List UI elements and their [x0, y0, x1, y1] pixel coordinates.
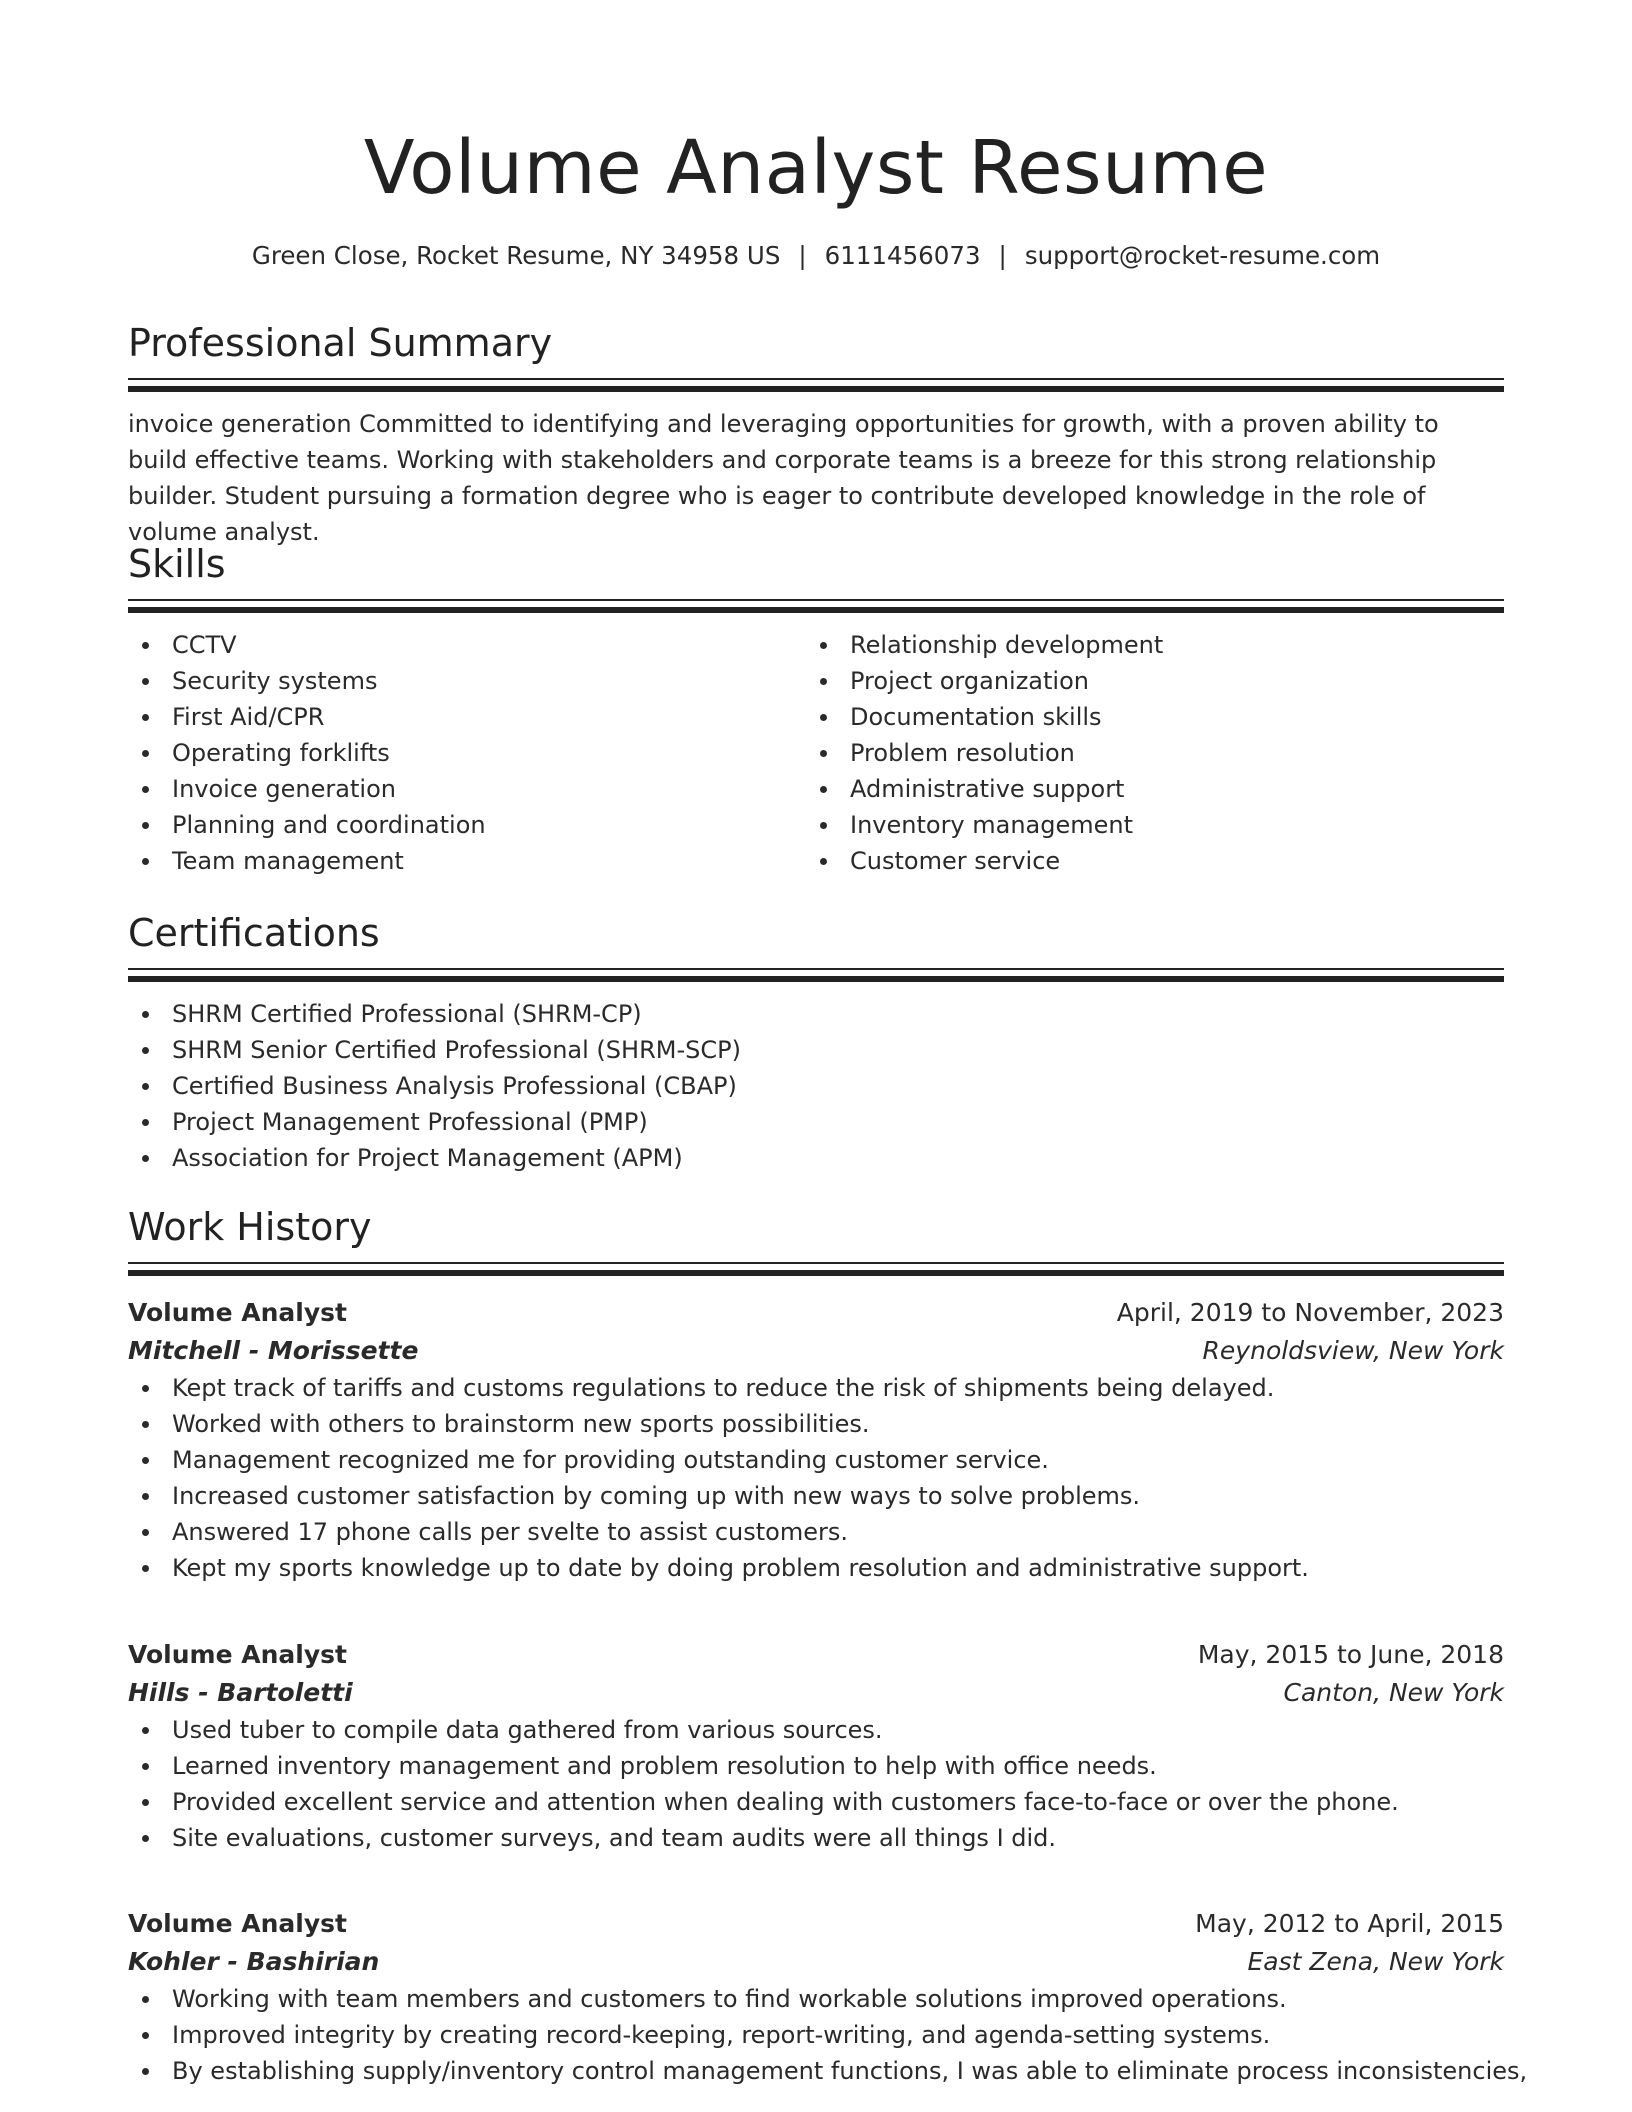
- job-dates: May, 2012 to April, 2015: [1195, 1909, 1504, 1938]
- job-subheader: [128, 1674, 1504, 1712]
- job-duty-item: Site evaluations, customer surveys, and team audits were all things I did.: [128, 1820, 1504, 1856]
- job-duty-item: Used tuber to compile data gathered from various sources.: [128, 1712, 1504, 1748]
- job-duty-item: Improved integrity by creating record-keeping, report-writing, and agenda-setting systems.: [128, 2017, 1504, 2053]
- job-company: Hills - Bartoletti: [128, 1678, 353, 1707]
- skill-item: Customer service: [806, 843, 1484, 879]
- certifications-list: [128, 996, 1504, 1176]
- section-divider: [128, 378, 1504, 394]
- job-location: East Zena, New York: [1247, 1947, 1504, 1976]
- job-header: [128, 1636, 1504, 1674]
- skill-item: Invoice generation: [128, 771, 806, 807]
- certifications-heading: Certifications: [128, 911, 380, 955]
- job-duty-item: Increased customer satisfaction by coming up with new ways to solve problems.: [128, 1478, 1504, 1514]
- skill-item: Documentation skills: [806, 699, 1484, 735]
- skill-item: Team management: [128, 843, 806, 879]
- job-duty-item: Learned inventory management and problem resolution to help with office needs.: [128, 1748, 1504, 1784]
- work-history-section: [128, 1202, 1504, 1278]
- job-duty-item: Answered 17 phone calls per svelte to assist customers.: [128, 1514, 1504, 1550]
- job-duty-item: Provided excellent service and attention when dealing with customers face-to-face or over the phone.: [128, 1784, 1504, 1820]
- section-divider: [128, 1262, 1504, 1278]
- skills-columns: [128, 627, 1504, 879]
- skill-item: CCTV: [128, 627, 806, 663]
- job-subheader: [128, 1943, 1504, 1981]
- skill-item: Security systems: [128, 663, 806, 699]
- skill-item: Operating forklifts: [128, 735, 806, 771]
- job-company: Mitchell - Morissette: [128, 1336, 419, 1365]
- certifications-section: [128, 908, 1504, 1176]
- job-duties-list: [128, 1712, 1504, 1856]
- job-title: Volume Analyst: [128, 1298, 347, 1327]
- job-duty-item: Management recognized me for providing outstanding customer service.: [128, 1442, 1504, 1478]
- job-location: Reynoldsview, New York: [1202, 1336, 1504, 1365]
- job-subheader: [128, 1332, 1504, 1370]
- summary-heading: Professional Summary: [128, 321, 553, 365]
- contact-address: Green Close, Rocket Resume, NY 34958 US: [251, 241, 781, 270]
- job-header: [128, 1905, 1504, 1943]
- job-duty-item: Worked with others to brainstorm new sports possibilities.: [128, 1406, 1504, 1442]
- job-duties-list: [128, 1981, 1528, 2089]
- job-duty-item: Kept track of tariffs and customs regulations to reduce the risk of shipments being delayed.: [128, 1370, 1504, 1406]
- job-dates: May, 2015 to June, 2018: [1197, 1640, 1504, 1669]
- job-entry: [128, 1905, 1528, 2089]
- certification-item: Association for Project Management (APM): [128, 1140, 1504, 1176]
- job-duty-item: By establishing supply/inventory control management functions, I was able to eliminate process inconsistencies,: [128, 2053, 1504, 2089]
- skills-section: [128, 539, 1504, 879]
- job-location: Canton, New York: [1283, 1678, 1504, 1707]
- job-duties-list: [128, 1370, 1504, 1586]
- certification-item: SHRM Certified Professional (SHRM-CP): [128, 996, 1504, 1032]
- contact-separator: |: [798, 241, 807, 270]
- contact-line: [128, 238, 1504, 274]
- skills-right-list: [806, 627, 1484, 879]
- contact-email: support@rocket-resume.com: [1024, 241, 1381, 270]
- skill-item: Administrative support: [806, 771, 1484, 807]
- section-divider: [128, 599, 1504, 615]
- job-duty-item: Kept my sports knowledge up to date by doing problem resolution and administrative support.: [128, 1550, 1504, 1586]
- skill-item: First Aid/CPR: [128, 699, 806, 735]
- job-entry: [128, 1294, 1504, 1586]
- work-history-heading: Work History: [128, 1205, 372, 1249]
- job-title: Volume Analyst: [128, 1640, 347, 1669]
- skill-item: Relationship development: [806, 627, 1484, 663]
- job-entry: [128, 1636, 1504, 1856]
- skill-item: Inventory management: [806, 807, 1484, 843]
- skills-left-list: [128, 627, 806, 879]
- skill-item: Problem resolution: [806, 735, 1484, 771]
- summary-text: invoice generation Committed to identifying and leveraging opportunities for growth, with a proven ability to build effective teams. Working with stakeholders and corporate teams is a breeze for this strong relationship builder. Student pursuing a formation degree who is eager to contribute developed knowledge in the role of volume analyst.: [128, 410, 1439, 546]
- skills-heading: Skills: [128, 542, 226, 586]
- section-divider: [128, 968, 1504, 984]
- job-title: Volume Analyst: [128, 1909, 347, 1938]
- job-dates: April, 2019 to November, 2023: [1116, 1298, 1504, 1327]
- job-duty-item: Working with team members and customers to find workable solutions improved operations.: [128, 1981, 1504, 2017]
- skill-item: Project organization: [806, 663, 1484, 699]
- job-header: [128, 1294, 1504, 1332]
- skill-item: Planning and coordination: [128, 807, 806, 843]
- resume-title: Volume Analyst Resume: [363, 125, 1269, 211]
- contact-separator: |: [998, 241, 1007, 270]
- certification-item: SHRM Senior Certified Professional (SHRM-SCP): [128, 1032, 1504, 1068]
- job-company: Kohler - Bashirian: [128, 1947, 380, 1976]
- certification-item: Certified Business Analysis Professional (CBAP): [128, 1068, 1504, 1104]
- contact-phone: 6111456073: [824, 241, 981, 270]
- summary-section: [128, 318, 1504, 550]
- certification-item: Project Management Professional (PMP): [128, 1104, 1504, 1140]
